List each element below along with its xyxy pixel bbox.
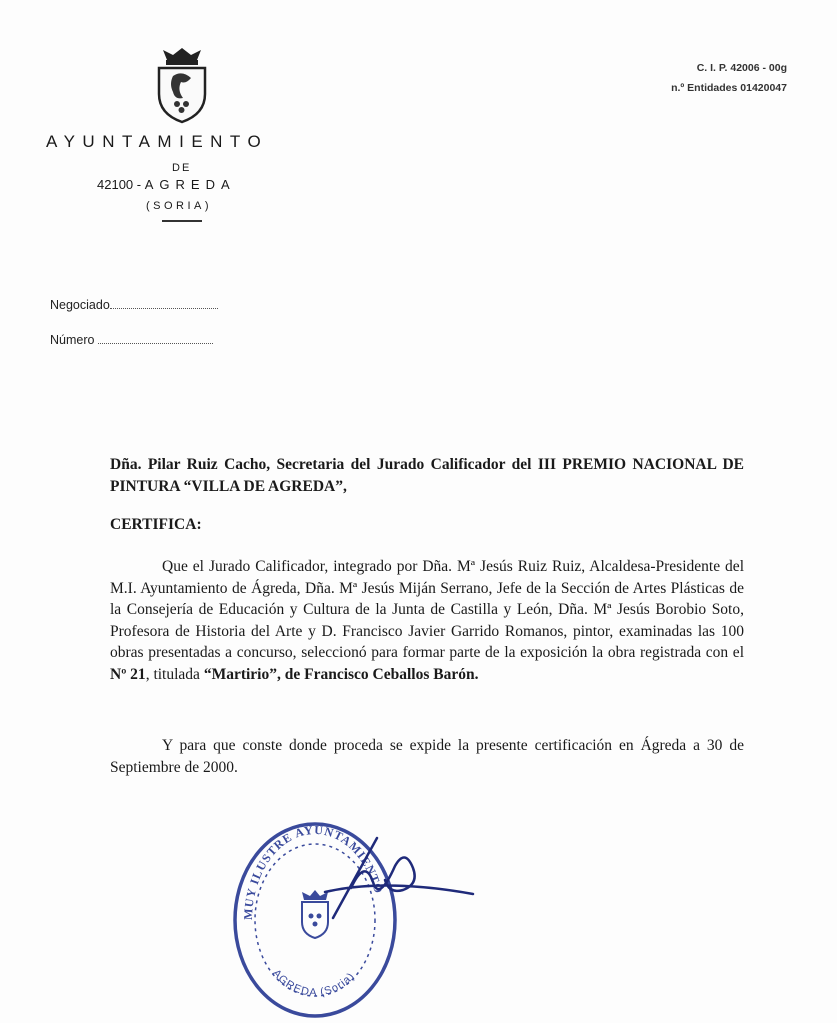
province: (SORIA) <box>146 200 213 212</box>
city-separator: - <box>136 177 142 192</box>
svg-text:AGREDA (Soria) <box>270 967 357 999</box>
organization-name: AYUNTAMIENTO <box>46 132 269 151</box>
stamp-bottom-text: AGREDA (Soria) <box>269 967 358 999</box>
handwritten-signature <box>315 830 475 920</box>
obra-title: “Martirio”, de Francisco Ceballos Barón. <box>203 665 479 683</box>
negociado-label: Negociado <box>50 298 110 312</box>
certificate-heading: Dña. Pilar Ruiz Cacho, Secretaria del Jurado Calificador del III PREMIO NACIONAL DE PINTURA “VILLA DE AGREDA”, <box>110 456 744 495</box>
certifica-label: CERTIFICA: <box>110 516 202 533</box>
obra-number: Nº 21 <box>110 665 146 683</box>
entidades-code: n.º Entidades 01420047 <box>671 82 787 94</box>
negociado-field <box>50 298 218 312</box>
paragraph-text: Que el Jurado Calificador, integrado por Dña. Mª Jesús Ruiz Ruiz, Alcaldesa-Presidente del M.I. Ayuntamiento de Ágreda, Dña. Mª Jesús Miján Serrano, Jefe de la Sección de Artes Plásticas de la Consejería de Educación y Cultura de la Junta de Castilla y León, Dña. Mª Jesús Borobio Soto, Profesora de Historia del Arte y D. Francisco Javier Garrido Romanos, pintor, examinadas las 100 obras presentadas a concurso, seleccionó para formar parte de la exposición la obra registrada con el <box>110 558 744 661</box>
municipal-crest-icon <box>153 48 211 124</box>
certificate-body-paragraph: Que el Jurado Calificador, integrado por Dña. Mª Jesús Ruiz Ruiz, Alcaldesa-Presidente del M.I. Ayuntamiento de Ágreda, Dña. Mª Jesús Miján Serrano, Jefe de la Sección de Artes Plásticas de la Consejería de Educación y Cultura de la Junta de Castilla y León, Dña. Mª Jesús Borobio Soto, Profesora de Historia del Arte y D. Francisco Javier Garrido Romanos, pintor, examinadas las 100 obras presentadas a concurso, seleccionó para formar parte de la exposición la obra registrada con el Nº 21, titulada “Martirio”, de Francisco Ceballos Barón. <box>110 558 744 683</box>
registry-codes <box>671 58 787 98</box>
postal-code: 42100 <box>97 177 134 192</box>
negociado-blank-line <box>110 298 218 309</box>
numero-blank-line <box>98 333 213 344</box>
organization-de: DE <box>172 162 192 174</box>
stamp-top-text: MUY ILUSTRE AYUNTAMIENTO <box>240 822 386 921</box>
city-name: AGREDA <box>144 177 236 192</box>
header-divider <box>162 220 202 222</box>
closing-text: Y para que conste donde proceda se expide la presente certificación en Ágreda a 30 de Septiembre de 2000. <box>110 737 744 776</box>
organization-city-line <box>97 177 236 192</box>
cip-code: C. I. P. 42006 - 00g <box>696 62 787 74</box>
numero-label: Número <box>50 333 95 347</box>
closing-paragraph <box>110 735 744 778</box>
titulada-word: titulada <box>153 665 200 683</box>
numero-field <box>50 333 213 347</box>
